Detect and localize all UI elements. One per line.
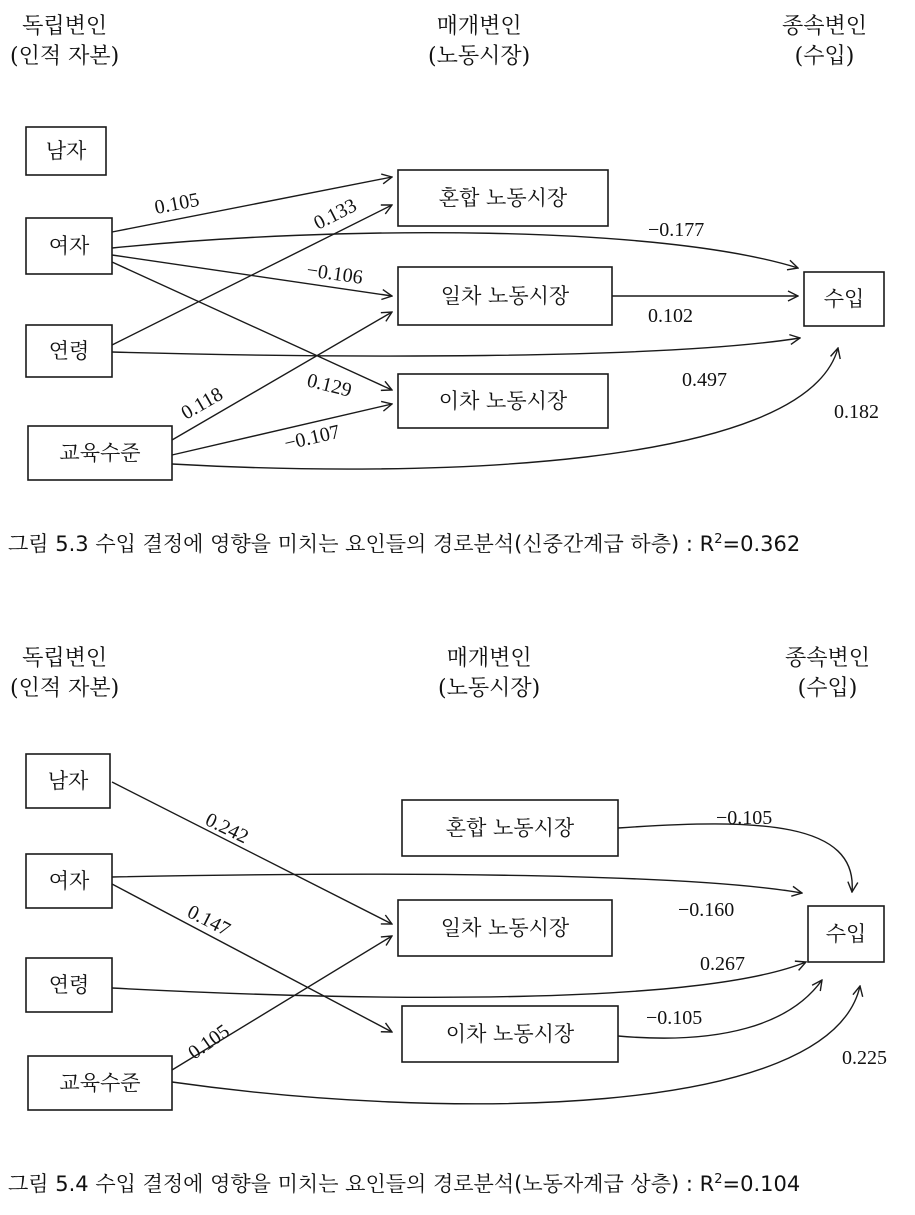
coef-education-income: 0.182 (834, 401, 879, 423)
header-title: 종속변인 (785, 646, 871, 671)
caption-value: =0.104 (722, 1172, 801, 1196)
node-label: 여자 (48, 869, 90, 893)
coef-education-secondary: −0.107 (282, 420, 342, 455)
coef-education-primary: 0.118 (177, 383, 227, 425)
node-label: 혼합 노동시장 (445, 816, 575, 840)
coef-male-primary: 0.242 (201, 808, 252, 849)
node-male (26, 754, 110, 808)
edge-education-primary (172, 312, 392, 440)
node-age (26, 958, 112, 1012)
header-title: 종속변인 (782, 14, 868, 39)
caption-text: 그림 5.3 수입 결정에 영향을 미치는 요인들의 경로분석(신중간계급 하층) : R (8, 532, 715, 556)
edge-age-income (112, 338, 800, 356)
header-subtitle: (수입) (794, 44, 855, 69)
header-title: 매개변인 (446, 646, 532, 671)
coef-education-income: 0.225 (842, 1047, 887, 1069)
node-label: 연령 (48, 973, 90, 997)
node-education (28, 1056, 172, 1110)
node-education (28, 426, 172, 480)
node-secondary-market (398, 374, 608, 428)
node-label: 교육수준 (59, 441, 141, 465)
caption-value: =0.362 (722, 532, 801, 556)
node-label: 혼합 노동시장 (438, 186, 568, 210)
node-label: 이차 노동시장 (438, 389, 568, 413)
node-mixed-market (398, 170, 608, 226)
caption-superscript: 2 (714, 532, 723, 547)
coef-age-income: 0.267 (700, 953, 745, 975)
node-primary-market (398, 267, 612, 325)
node-label: 교육수준 (59, 1071, 141, 1095)
node-label: 수입 (823, 287, 865, 311)
edge-female-income (112, 874, 802, 893)
edge-mixed-income (618, 824, 852, 892)
coef-female-income: −0.160 (678, 899, 735, 921)
node-income (804, 272, 884, 326)
node-income (808, 906, 884, 962)
node-label: 여자 (48, 234, 90, 258)
caption-superscript: 2 (714, 1172, 723, 1187)
path-diagram (0, 0, 915, 575)
edge-male-primary (112, 782, 392, 924)
header-subtitle: (노동시장) (438, 676, 541, 701)
header-subtitle: (인적 자본) (10, 44, 120, 69)
coef-female-income: −0.177 (648, 219, 705, 241)
node-label: 일차 노동시장 (440, 284, 570, 308)
header-subtitle: (수입) (797, 676, 858, 701)
path-diagram (0, 600, 915, 1215)
coef-age-mixed: 0.133 (310, 194, 361, 235)
node-primary-market (398, 900, 612, 956)
caption-text: 그림 5.4 수입 결정에 영향을 미치는 요인들의 경로분석(노동자계급 상층) : R (8, 1172, 715, 1196)
header-subtitle: (인적 자본) (10, 676, 120, 701)
edge-female-secondary (112, 884, 392, 1032)
node-label: 일차 노동시장 (440, 916, 570, 940)
node-mixed-market (402, 800, 618, 856)
coef-female-secondary: 0.129 (304, 369, 354, 402)
coef-female-secondary: 0.147 (183, 900, 234, 941)
header-subtitle: (노동시장) (428, 44, 531, 69)
node-label: 남자 (45, 139, 87, 163)
node-secondary-market (402, 1006, 618, 1062)
node-label: 남자 (47, 769, 89, 793)
figure-caption (8, 528, 800, 558)
node-label: 수입 (825, 922, 867, 946)
figure-caption (8, 1168, 800, 1198)
header-title: 독립변인 (22, 646, 108, 671)
node-female (26, 854, 112, 908)
node-label: 연령 (48, 339, 90, 363)
coef-female-primary: −0.106 (305, 259, 365, 289)
node-male (26, 127, 106, 175)
node-label: 이차 노동시장 (445, 1022, 575, 1046)
figure-5-4 (0, 600, 915, 1215)
coef-primary-income: 0.102 (648, 305, 693, 327)
node-female (26, 218, 112, 274)
node-age (26, 325, 112, 377)
coef-age-income: 0.497 (682, 369, 727, 391)
coef-education-primary: 0.105 (184, 1020, 234, 1065)
header-title: 매개변인 (436, 14, 522, 39)
figure-5-3 (0, 0, 915, 575)
coef-mixed-income: −0.105 (716, 807, 773, 829)
coef-female-mixed: 0.105 (152, 188, 202, 219)
coef-secondary-income: −0.105 (646, 1007, 703, 1029)
header-title: 독립변인 (22, 14, 108, 39)
